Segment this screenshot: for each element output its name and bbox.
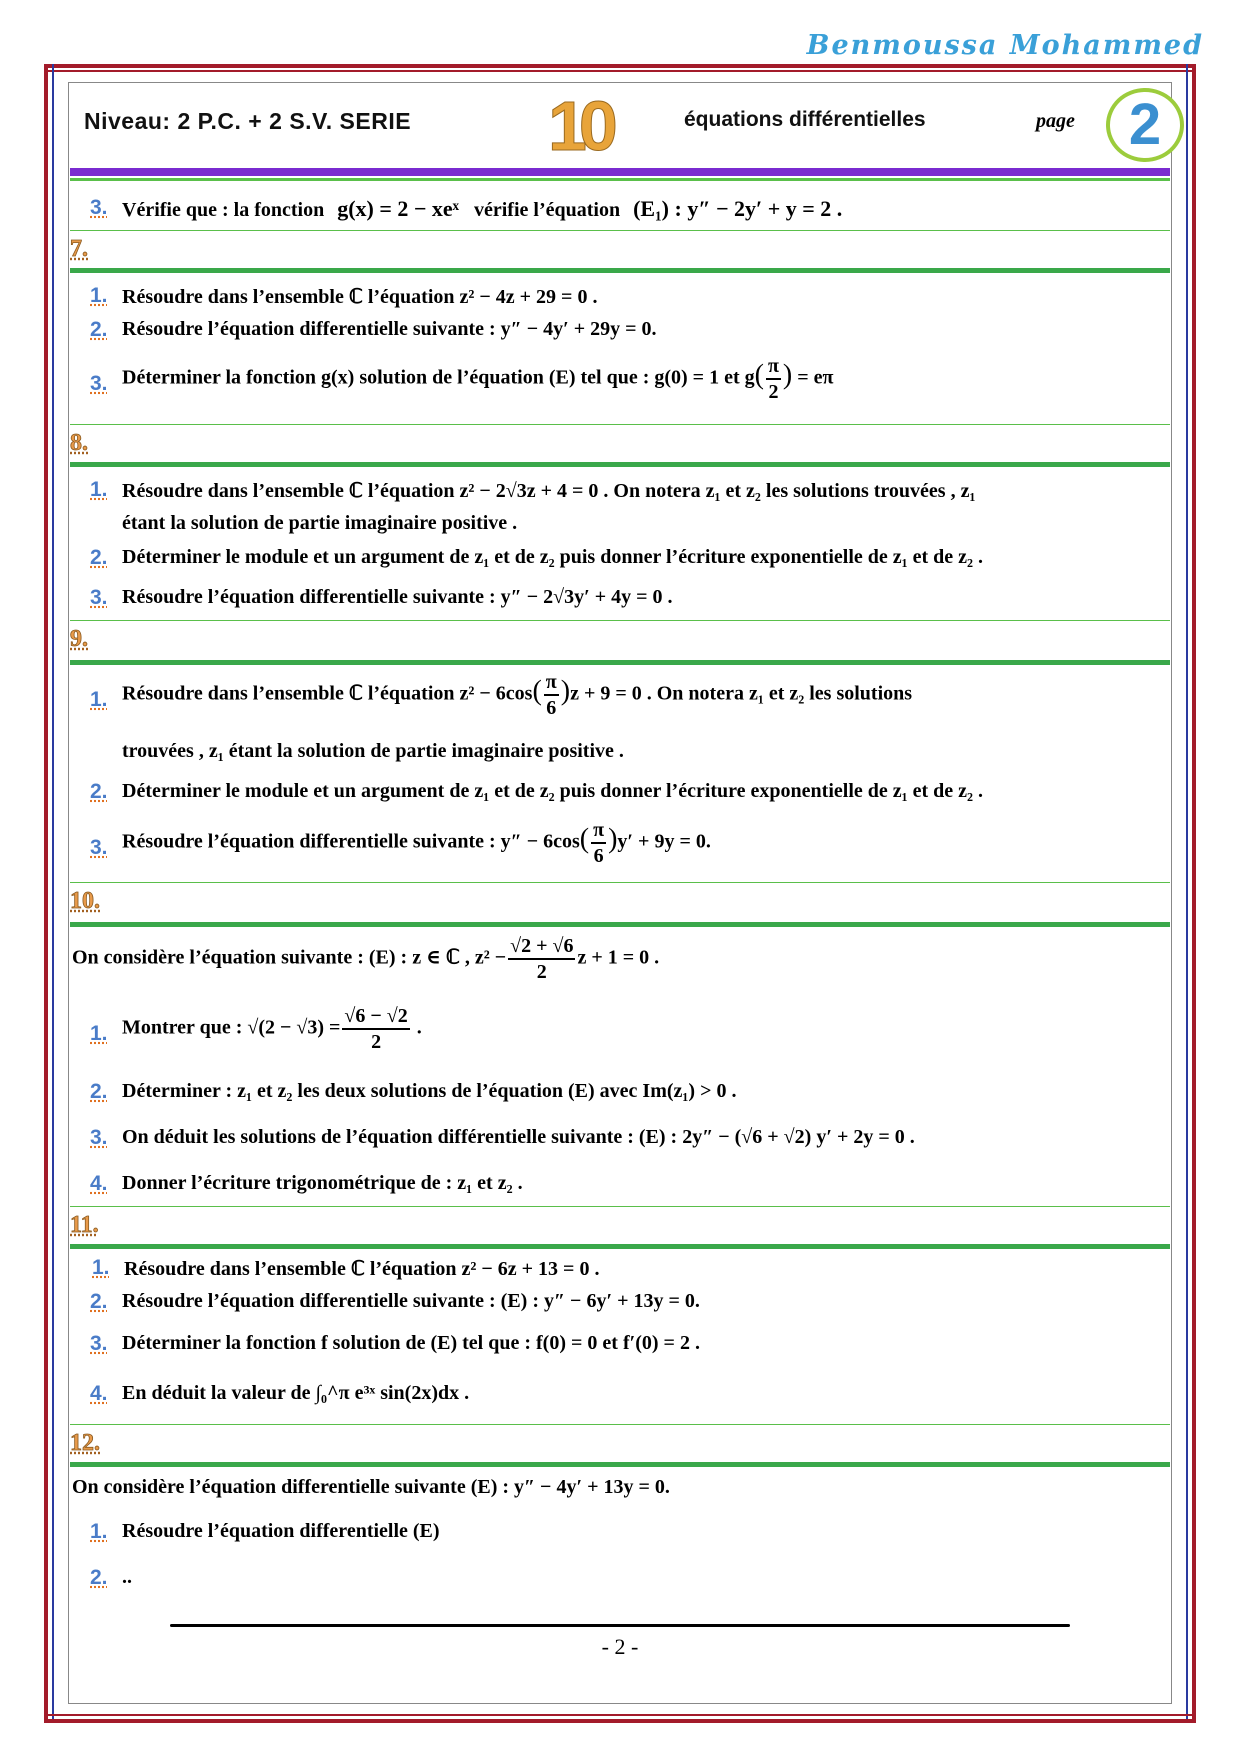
question-number: 2. [90, 318, 108, 341]
exercise-11-title: 11. [70, 1212, 99, 1238]
question-number: 1. [92, 1256, 110, 1279]
frac-num: √2 + √6 [508, 934, 575, 960]
fraction [766, 354, 781, 404]
question-number: 3. [90, 586, 108, 609]
question-number: 4. [90, 1382, 108, 1405]
ex9-q2-text: Déterminer le module et un argument de z₁ et de z₂ puis donner l’écriture exponentielle de z₁ et de z₂ . [122, 780, 984, 802]
left-border-inner [52, 64, 54, 1723]
fraction [508, 934, 575, 984]
question-number: 1. [90, 284, 108, 307]
question-number: 3. [90, 196, 108, 219]
ex9-question-1: 1. Résoudre dans l’ensemble ℂ l’équation z² − 6cos( $\frac{\pi}{6}$ )z + 9 = 0 . On notera z₁ et z₂ les solutions [90, 671, 913, 719]
exercise-7-title: 7. [70, 236, 88, 262]
ex11-question-3 [90, 1332, 700, 1355]
separator-thick [70, 922, 1170, 927]
ex8-question-3 [90, 586, 673, 609]
ex6-q3-eq: (E₁) : y″ − 2y′ + y = 2 . [633, 196, 843, 221]
ex10-question-3 [90, 1126, 915, 1149]
separator-thick [70, 660, 1170, 665]
ex10-question-2 [90, 1080, 737, 1103]
question-number: 2. [90, 1080, 108, 1103]
separator [70, 620, 1170, 621]
top-border [44, 64, 1196, 68]
ex11-q3-text: Déterminer la fonction f solution de (E) tel que : f(0) = 0 et f′(0) = 2 . [122, 1332, 700, 1354]
ex12-q1-text: Résoudre l’équation differentielle (E) [122, 1520, 440, 1542]
separator [70, 424, 1170, 425]
ex7-q3-text: Déterminer la fonction g(x) solution de l’équation (E) tel que : g(0) = 1 et g [122, 366, 755, 389]
ex9-question-3: 3. Résoudre l’équation differentielle suivante : y″ − 6cos( $\frac{\pi}{6}$ )y′ + 9y = 0. [90, 819, 711, 867]
ex10-q4-text: Donner l’écriture trigonométrique de : z₁ et z₂ . [122, 1172, 523, 1194]
ex7-q1-text: Résoudre dans l’ensemble ℂ l’équation z² − 4z + 29 = 0 . [122, 286, 598, 308]
exercise-9-title: 9. [70, 626, 88, 652]
ex9-q1-rest: z + 9 = 0 . On notera z₁ et z₂ les solutions [570, 682, 913, 705]
right-border [1192, 64, 1196, 1723]
frac-num: √6 − √2 [342, 1004, 409, 1030]
ex10-intro-rest: z + 1 = 0 . [577, 946, 660, 969]
ex11-question-2 [90, 1290, 700, 1313]
question-number: 3. [90, 1332, 108, 1355]
question-number: 2. [90, 1566, 108, 1589]
ex11-question-4 [90, 1382, 470, 1405]
page-number: - 2 - [601, 1634, 639, 1659]
exercise-8-title: 8. [70, 430, 88, 456]
page-badge: 2 [1106, 88, 1184, 162]
ex11-q1-text: Résoudre dans l’ensemble ℂ l’équation z² − 6z + 13 = 0 . [124, 1258, 600, 1280]
serie-number: 10 [548, 87, 610, 165]
question-number: 1. [90, 478, 108, 501]
frac-den: 2 [768, 381, 779, 403]
question-number: 1. [90, 688, 108, 711]
ex7-question-3: 3. Déterminer la fonction g(x) solution de l’équation (E) tel que : g(0) = 1 et g( $\frac{\pi}{2}$ ) = eπ [90, 355, 834, 403]
topic-title: équations différentielles [684, 108, 926, 131]
ex11-q4-text: En déduit la valeur de ∫₀^π e³ˣ sin(2x)dx . [122, 1382, 470, 1404]
ex9-q3-text: Résoudre l’équation differentielle suivante : y″ − 6cos [122, 830, 580, 853]
ex7-q2-text: Résoudre l’équation differentielle suivante : y″ − 4y′ + 29y = 0. [122, 318, 657, 340]
frac-den: 6 [593, 845, 604, 867]
ex10-q2-text: Déterminer : z₁ et z₂ les deux solutions de l’équation (E) avec Im(z₁) > 0 . [122, 1080, 737, 1102]
top-border-thin [44, 70, 1196, 72]
separator-thick [70, 462, 1170, 467]
ex10-intro [72, 934, 659, 984]
ex7-question-1 [90, 284, 598, 309]
separator-thick [70, 268, 1170, 273]
fraction [544, 670, 559, 720]
bottom-border [44, 1719, 1196, 1723]
fraction [591, 818, 606, 868]
ex10-q1-dot: . [416, 1016, 422, 1039]
ex6-q3-mid: vérifie l’équation [473, 199, 621, 221]
frac-num: π [544, 670, 559, 696]
ex9-question-2 [90, 780, 984, 803]
header-divider-green [70, 178, 1170, 181]
question-number: 1. [90, 1520, 108, 1543]
ex6-q3-text: Vérifie que : la fonction [122, 199, 325, 221]
ex10-question-1 [90, 1004, 422, 1054]
fraction [342, 1004, 409, 1054]
ex12-intro [72, 1476, 670, 1499]
question-number: 2. [90, 1290, 108, 1313]
ex12-q2-text: .. [122, 1566, 132, 1588]
ex9-q1-text: Résoudre dans l’ensemble ℂ l’équation z² − 6cos [122, 682, 533, 705]
ex11-q2-text: Résoudre l’équation differentielle suivante : (E) : y″ − 6y′ + 13y = 0. [122, 1290, 700, 1312]
ex6-question-3 [90, 196, 843, 222]
separator-thick [70, 1462, 1170, 1467]
ex9-q3-rest: y′ + 9y = 0. [617, 830, 711, 853]
left-border [44, 64, 48, 1723]
exercise-10-title: 10. [70, 888, 100, 914]
ex6-q3-func: g(x) = 2 − xeˣ [337, 196, 459, 221]
frac-num: π [591, 818, 606, 844]
frac-den: 6 [546, 697, 557, 719]
separator [70, 230, 1170, 231]
frac-num: π [766, 354, 781, 380]
ex8-q3-text: Résoudre l’équation differentielle suivante : y″ − 2√3y′ + 4y = 0 . [122, 586, 673, 608]
ex10-intro-text: On considère l’équation suivante : (E) : z ∈ ℂ , z² − [72, 946, 507, 969]
question-number: 4. [90, 1172, 108, 1195]
ex11-question-1 [92, 1256, 600, 1281]
level-label: Niveau: 2 P.C. + 2 S.V. SERIE [84, 108, 412, 134]
ex7-question-2 [90, 318, 657, 341]
ex8-q2-text: Déterminer le module et un argument de z₁ et de z₂ puis donner l’écriture exponentielle de z₁ et de z₂ . [122, 546, 984, 568]
question-number: 3. [90, 1126, 108, 1149]
ex7-q3-result: = eπ [797, 366, 834, 389]
right-border-inner [1186, 64, 1188, 1723]
ex8-q1-text: Résoudre dans l’ensemble ℂ l’équation z² − 2√3z + 4 = 0 . On notera z₁ et z₂ les solutions trouvées , z₁ [122, 480, 976, 502]
ex8-question-1 [90, 478, 976, 503]
question-number: 2. [90, 780, 108, 803]
header [70, 86, 1170, 166]
ex12-question-1 [90, 1520, 440, 1543]
footer-rule [170, 1624, 1070, 1627]
question-number: 3. [90, 836, 108, 859]
frac-den: 2 [536, 961, 547, 983]
question-number: 2. [90, 546, 108, 569]
frac-den: 2 [371, 1031, 382, 1053]
ex8-question-1-cont [122, 512, 517, 535]
ex10-question-4 [90, 1172, 523, 1195]
ex9-q1-cont-text: trouvées , z₁ étant la solution de partie imaginaire positive . [122, 740, 624, 762]
separator [70, 1424, 1170, 1425]
ex9-question-1-cont [122, 740, 624, 763]
header-divider [70, 168, 1170, 176]
bottom-border-thin [44, 1714, 1196, 1716]
question-number: 1. [90, 1022, 108, 1045]
exercise-12-title: 12. [70, 1430, 100, 1456]
separator [70, 882, 1170, 883]
ex12-question-2 [90, 1566, 132, 1589]
separator-thick [70, 1244, 1170, 1249]
ex12-intro-text: On considère l’équation differentielle suivante (E) : y″ − 4y′ + 13y = 0. [72, 1476, 670, 1498]
separator [70, 1206, 1170, 1207]
ex8-q1-cont-text: étant la solution de partie imaginaire positive . [122, 512, 518, 534]
ex10-q1-text: Montrer que : √(2 − √3) = [122, 1016, 341, 1039]
author-signature: Benmoussa Mohammed [806, 30, 1204, 61]
ex8-question-2 [90, 546, 984, 569]
question-number: 3. [90, 372, 108, 395]
page-label: page [1036, 110, 1075, 132]
ex10-q3-text: On déduit les solutions de l’équation différentielle suivante : (E) : 2y″ − (√6 + √2) y′ + 2y = 0 . [122, 1126, 915, 1148]
